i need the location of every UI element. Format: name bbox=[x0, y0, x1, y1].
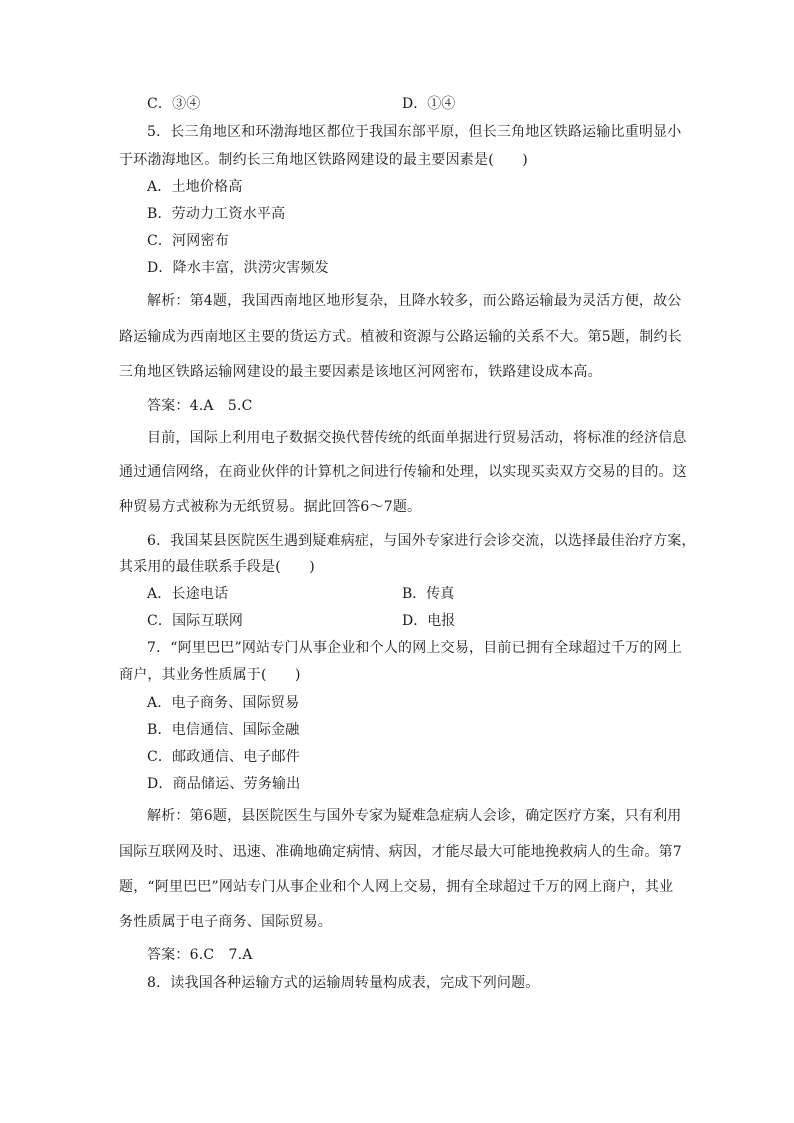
q7-stem-line2: 商户，其业务性质属于( ) bbox=[119, 667, 301, 683]
analysis-67-line1: 解析：第6题，县医院医生与国外专家为疑难急症病人会诊，确定医疗方案，只有利用 bbox=[147, 808, 682, 824]
analysis-67-line4: 务性质属于电子商务、国际贸易。 bbox=[119, 914, 332, 930]
answer-67: 答案：6.C 7.A bbox=[147, 947, 253, 963]
analysis-45-line1: 解析：第4题，我国西南地区地形复杂，且降水较多，而公路运输最为灵活方便，故公 bbox=[147, 293, 682, 309]
passage-line2: 通过通信网络，在商业伙伴的计算机之间进行传输和处理，以实现买卖双方交易的目的。这 bbox=[119, 464, 687, 480]
q7-option-d: D．商品储运、劳务输出 bbox=[147, 776, 301, 792]
q6-stem-line1: 6．我国某县医院医生遇到疑难病症，与国外专家进行会诊交流，以选择最佳治疗方案， bbox=[147, 533, 696, 549]
q5-stem-line1: 5．长三角地区和环渤海地区都位于我国东部平原，但长三角地区铁路运输比重明显小 bbox=[147, 124, 682, 140]
answer-45: 答案：4.A 5.C bbox=[147, 398, 253, 414]
q6-option-a: A．长途电话 bbox=[147, 586, 229, 602]
analysis-67-line2: 国际互联网及时、迅速、准确地确定病情、病因，才能尽最大可能地挽救病人的生命。第7 bbox=[119, 844, 682, 860]
q7-option-c: C．邮政通信、电子邮件 bbox=[147, 749, 300, 765]
q4-option-c: C．③④ bbox=[147, 96, 201, 112]
q6-option-d: D．电报 bbox=[402, 613, 456, 629]
q6-stem-line2: 其采用的最佳联系手段是( ) bbox=[119, 559, 315, 575]
q5-option-a: A．土地价格高 bbox=[147, 179, 243, 195]
q8-stem: 8．读我国各种运输方式的运输周转量构成表，完成下列问题。 bbox=[147, 975, 540, 991]
passage-line1: 目前，国际上利用电子数据交换代替传统的纸面单据进行贸易活动，将标准的经济信息 bbox=[147, 430, 687, 446]
q5-option-b: B．劳动力工资水平高 bbox=[147, 206, 286, 222]
analysis-67-line3: 题，“阿里巴巴”网站专门从事企业和个人网上交易，拥有全球超过千万的网上商户，其业 bbox=[119, 879, 674, 895]
q5-stem-line2: 于环渤海地区。制约长三角地区铁路网建设的最主要因素是( ) bbox=[119, 152, 528, 168]
q5-option-d: D．降水丰富，洪涝灾害频发 bbox=[147, 260, 329, 276]
q7-stem-line1: 7．“阿里巴巴”网站专门从事企业和个人的网上交易，目前已拥有全球超过千万的网上 bbox=[147, 640, 683, 656]
analysis-45-line3: 三角地区铁路运输网建设的最主要因素是该地区河网密布，铁路建设成本高。 bbox=[119, 364, 602, 380]
analysis-45-line2: 路运输成为西南地区主要的货运方式。植被和资源与公路运输的关系不大。第5题，制约长 bbox=[119, 329, 682, 345]
q7-option-a: A．电子商务、国际贸易 bbox=[147, 695, 300, 711]
q7-option-b: B．电信通信、国际金融 bbox=[147, 722, 300, 738]
q4-option-d: D．①④ bbox=[402, 96, 456, 112]
q6-option-b: B．传真 bbox=[402, 586, 455, 602]
passage-line3: 种贸易方式被称为无纸贸易。据此回答6～7题。 bbox=[119, 499, 422, 515]
q6-option-c: C．国际互联网 bbox=[147, 613, 244, 629]
q5-option-c: C．河网密布 bbox=[147, 233, 229, 249]
